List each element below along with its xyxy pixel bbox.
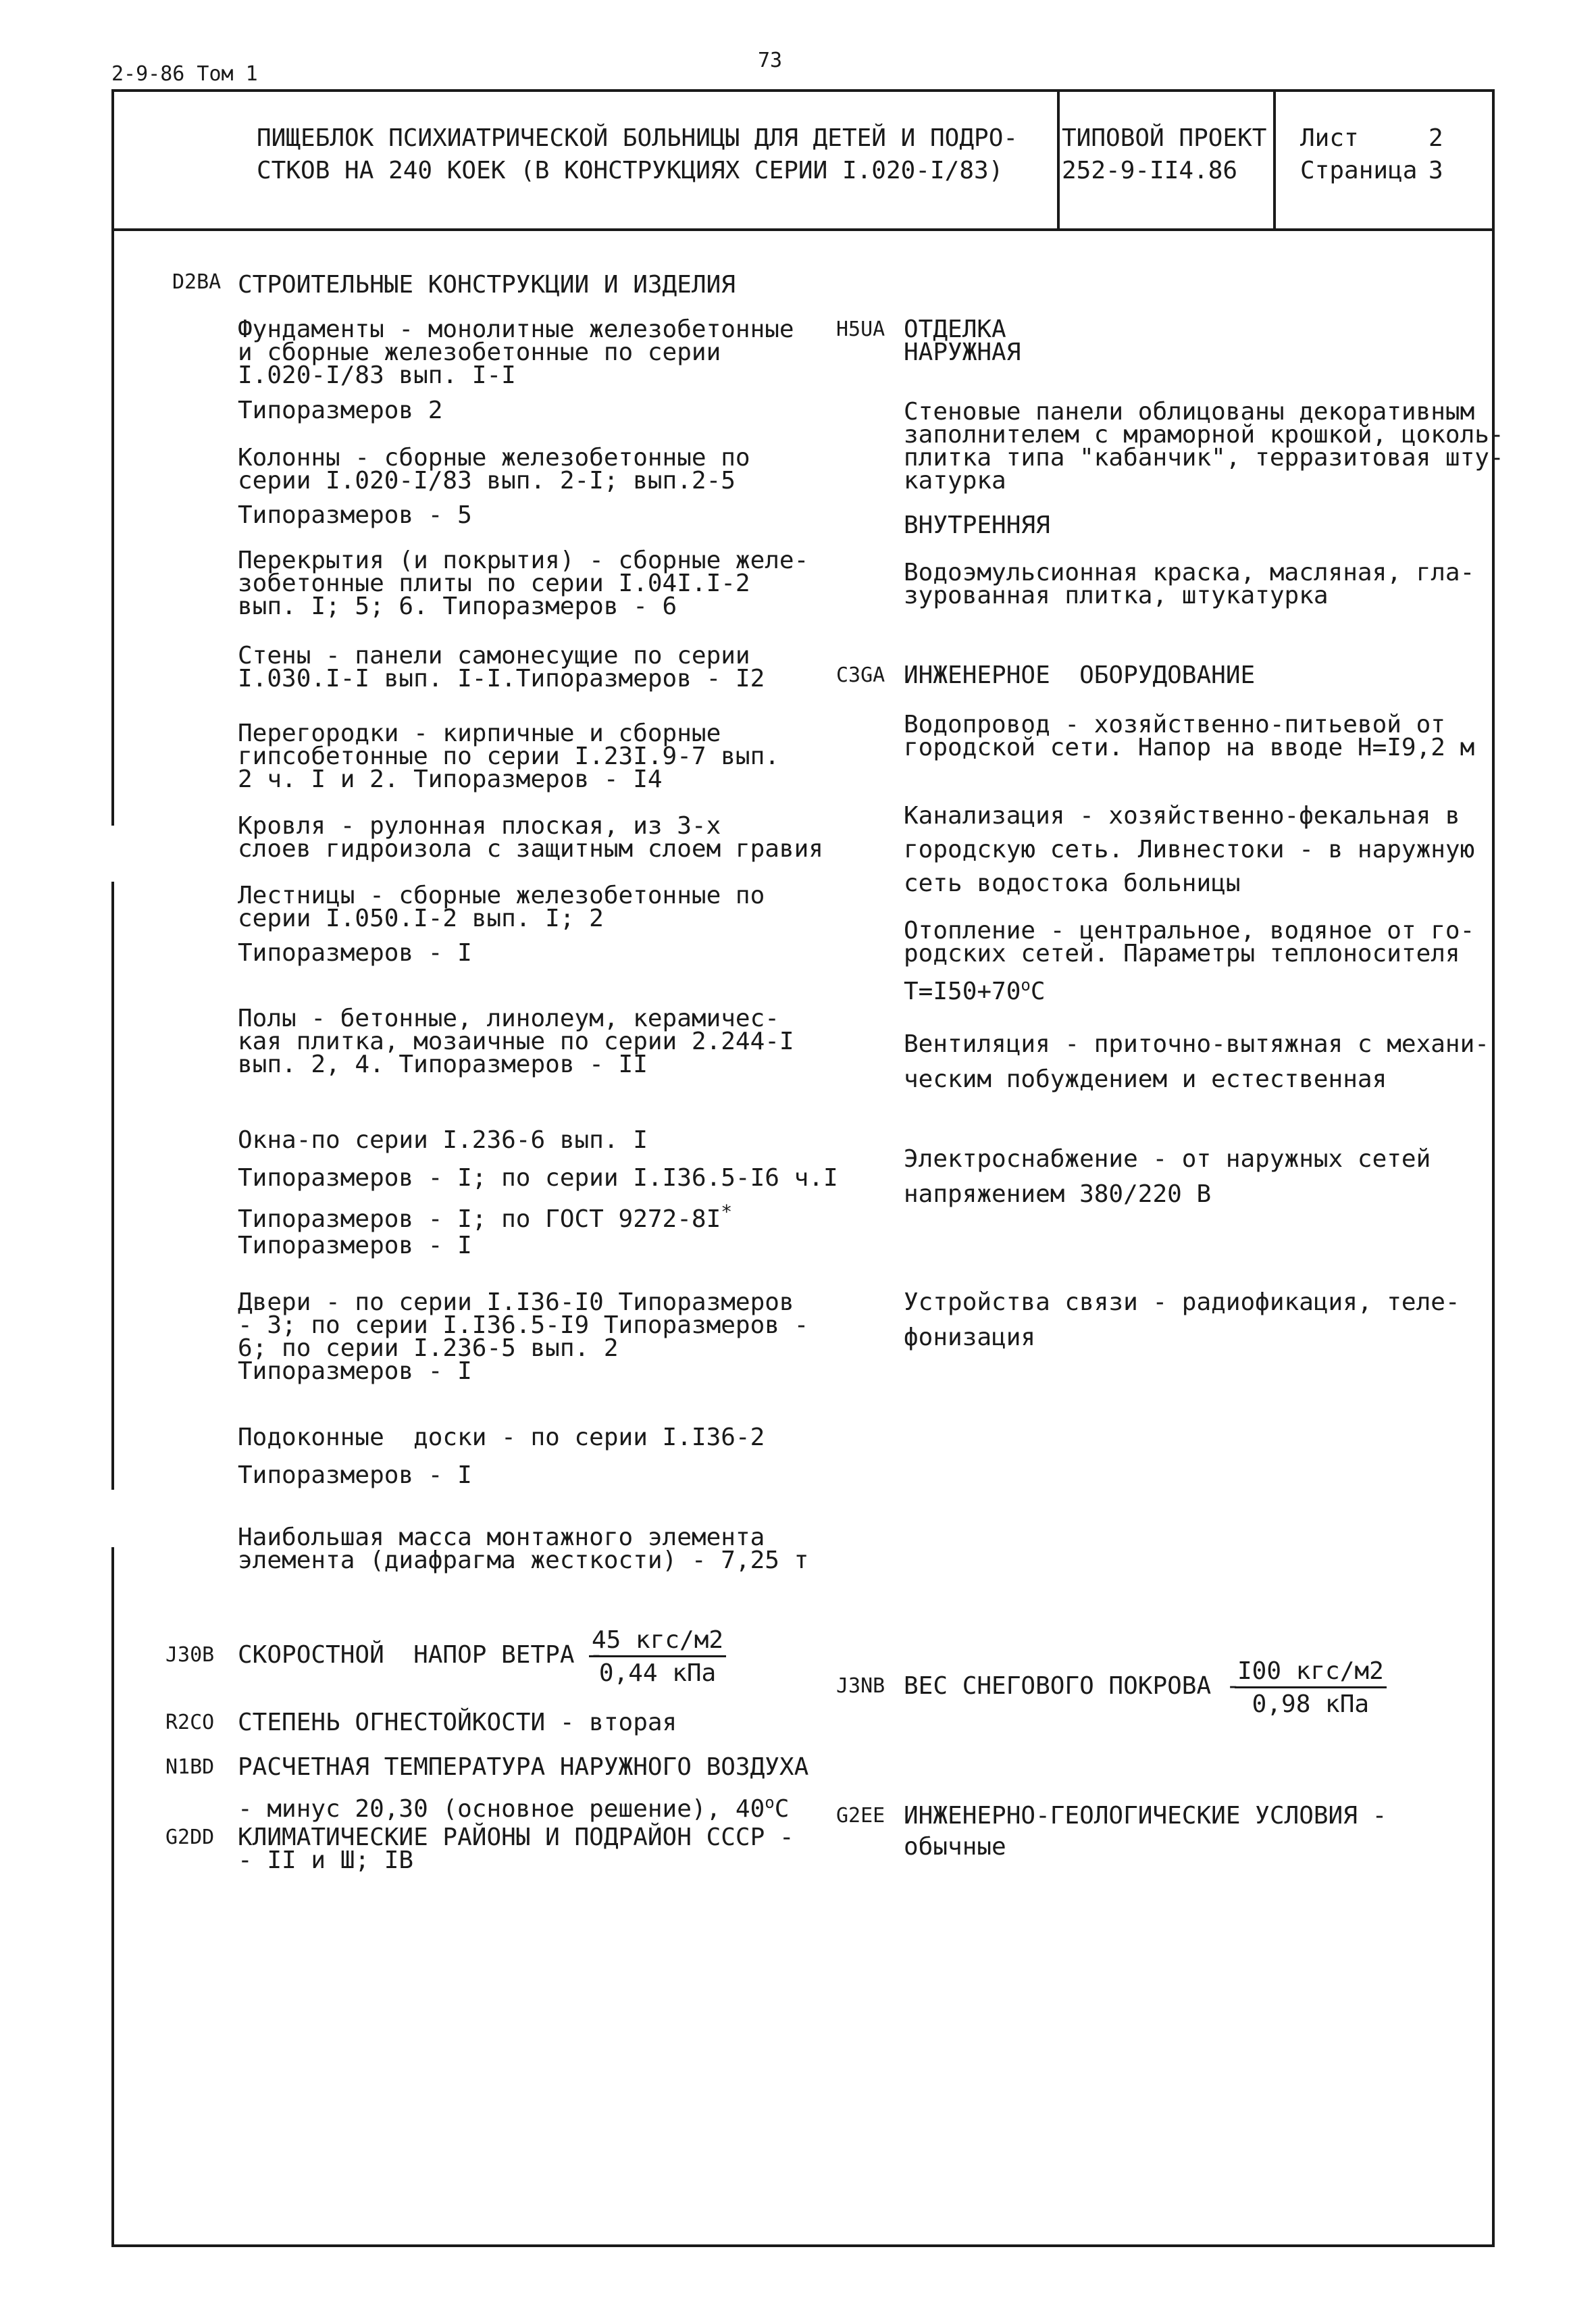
engineering-code: C3GA [836, 663, 885, 687]
document-title-line-1: ПИЩЕБЛОК ПСИХИАТРИЧЕСКОЙ БОЛЬНИЦЫ ДЛЯ ДЕТЕЙ И ПОДРО- [257, 124, 1019, 152]
windows-line-3-star: * [721, 1201, 733, 1223]
foundations-sizes: Типоразмеров 2 [238, 397, 443, 424]
finish-sub-external: НАРУЖНАЯ [904, 338, 1021, 366]
internal-line-2: зурованная плитка, штукатурка [904, 582, 1329, 609]
snow-label: ВЕС СНЕГОВОГО ПОКРОВА - [904, 1672, 1241, 1700]
slabs-line-3: вып. I; 5; 6. Типоразмеров - 6 [238, 593, 677, 620]
columns-line-1: Колонны - сборные железобетонные по [238, 444, 750, 472]
fire-code: R2CO [165, 1711, 215, 1734]
climate-value: - II и Ш; IВ [238, 1846, 414, 1874]
foundations-line-2: и сборные железобетонные по серии [238, 338, 721, 366]
frame-left-line-3 [111, 1547, 114, 2247]
frame-right-line [1492, 89, 1495, 2247]
wind-label: СКОРОСТНОЙ НАПОР ВЕТРА - [238, 1641, 604, 1669]
roof-line-2: слоев гидроизола с защитным слоем гравия [238, 835, 823, 863]
walls-line-2: I.030.I-I вып. I-I.Типоразмеров - I2 [238, 665, 765, 693]
power-line-1: Электроснабжение - от наружных сетей [904, 1145, 1431, 1173]
foundations-line-3: I.020-I/83 вып. I-I [238, 361, 516, 389]
external-line-2: заполнителем с мраморной крошкой, цоколь- [904, 421, 1504, 449]
engineering-heading: ИНЖЕНЕРНОЕ ОБОРУДОВАНИЕ [904, 661, 1256, 689]
finish-code: H5UA [836, 318, 885, 341]
geology-value: обычные [904, 1833, 1006, 1861]
heating-line-2: родских сетей. Параметры теплоносителя [904, 940, 1460, 967]
water-line-2: городской сети. Напор на вводе Н=I9,2 м [904, 734, 1475, 761]
project-type-label: ТИПОВОЙ ПРОЕКТ [1062, 124, 1267, 152]
power-line-2: напряжением 380/220 В [904, 1180, 1212, 1208]
sheet-value: 2 [1428, 124, 1443, 152]
slabs-line-1: Перекрытия (и покрытия) - сборные желе- [238, 547, 809, 574]
ventilation-line-2: ческим побуждением и естественная [904, 1065, 1387, 1093]
page-label: Страница [1300, 157, 1418, 184]
climate-label: КЛИМАТИЧЕСКИЕ РАЙОНЫ И ПОДРАЙОН СССР - [238, 1823, 794, 1851]
construction-code: D2BA [172, 270, 222, 294]
mass-line-1: Наибольшая масса монтажного элемента [238, 1524, 765, 1551]
floors-line-3: вып. 2, 4. Типоразмеров - II [238, 1051, 648, 1078]
temp-value-line [238, 1790, 789, 1821]
page-number: 73 [758, 49, 783, 72]
stairs-line-1: Лестницы - сборные железобетонные по [238, 882, 765, 909]
temp-value: - минус 20,30 (основное решение), 40 [238, 1795, 765, 1823]
stairs-line-2: серии I.050.I-2 вып. I; 2 [238, 905, 604, 932]
internal-line-1: Водоэмульсионная краска, масляная, гла- [904, 559, 1475, 586]
page-value: 3 [1428, 157, 1443, 184]
internal-heading: ВНУТРЕННЯЯ [904, 511, 1050, 539]
sills-line: Подоконные доски - по серии I.I36-2 [238, 1424, 765, 1451]
finish-heading: ОТДЕЛКА [904, 316, 1006, 343]
project-number: 252-9-II4.86 [1062, 157, 1238, 184]
heating-temp: Т=I50+70 [904, 978, 1021, 1005]
frame-left-line [111, 89, 114, 826]
doors-line-4: Типоразмеров - I [238, 1357, 472, 1385]
external-line-4: катурка [904, 467, 1006, 495]
header-divider-1 [1057, 89, 1060, 230]
floors-line-1: Полы - бетонные, линолеум, керамичес- [238, 1005, 779, 1032]
slabs-line-2: зобетонные плиты по серии I.04I.I-2 [238, 570, 750, 597]
windows-line-3 [238, 1200, 732, 1232]
wind-load-kpa: 0,44 кПа [598, 1659, 717, 1687]
snow-code: J3NB [836, 1674, 885, 1698]
ventilation-line-1: Вентиляция - приточно-вытяжная с механи- [904, 1030, 1489, 1058]
external-line-1: Стеновые панели облицованы декоративным [904, 398, 1475, 426]
water-line-1: Водопровод - хозяйственно-питьевой от [904, 711, 1445, 738]
header-bottom-line [111, 228, 1495, 231]
windows-line-1: Окна-по серии I.236-6 вып. I [238, 1126, 648, 1154]
snow-load-kgf: I00 кгс/м2 [1235, 1658, 1387, 1688]
temp-deg: о [765, 1793, 775, 1812]
heating-line-3 [904, 973, 1046, 1004]
partitions-line-2: гипсобетонные по серии I.23I.9-7 вып. [238, 743, 779, 770]
wind-load-kgf: 45 кгс/м2 [589, 1627, 726, 1657]
windows-line-2: Типоразмеров - I; по серии I.I36.5-I6 ч.I [238, 1164, 838, 1192]
heating-unit: С [1030, 978, 1046, 1005]
fire-label: СТЕПЕНЬ ОГНЕСТОЙКОСТИ - вторая [238, 1709, 677, 1736]
floors-line-2: кая плитка, мозаичные по серии 2.244-I [238, 1028, 794, 1055]
external-line-3: плитка типа "кабанчик", терразитовая шту- [904, 444, 1504, 472]
comm-line-1: Устройства связи - радиофикация, теле- [904, 1288, 1460, 1316]
doors-line-3: 6; по серии I.236-5 вып. 2 [238, 1334, 619, 1362]
frame-bottom-line [111, 2244, 1495, 2247]
doors-line-1: Двери - по серии I.I36-I0 Типоразмеров [238, 1288, 794, 1316]
frame-left-line-2 [111, 882, 114, 1490]
partitions-line-1: Перегородки - кирпичные и сборные [238, 720, 721, 747]
construction-heading: СТРОИТЕЛЬНЫЕ КОНСТРУКЦИИ И ИЗДЕЛИЯ [238, 271, 736, 299]
heating-deg: о [1021, 976, 1031, 995]
columns-sizes: Типоразмеров - 5 [238, 501, 472, 529]
volume-label: 2-9-86 Том 1 [111, 62, 258, 86]
partitions-line-3: 2 ч. I и 2. Типоразмеров - I4 [238, 765, 663, 793]
heating-line-1: Отопление - центральное, водяное от го- [904, 917, 1475, 945]
header-divider-2 [1273, 89, 1276, 230]
temp-unit: С [774, 1795, 790, 1823]
windows-line-3-text: Типоразмеров - I; по ГОСТ 9272-8I [238, 1205, 721, 1233]
temp-label: РАСЧЕТНАЯ ТЕМПЕРАТУРА НАРУЖНОГО ВОЗДУХА [238, 1753, 809, 1781]
comm-line-2: фонизация [904, 1324, 1036, 1351]
windows-line-4: Типоразмеров - I [238, 1232, 472, 1259]
sewer-line-1: Канализация - хозяйственно-фекальная в [904, 802, 1460, 830]
geology-label: ИНЖЕНЕРНО-ГЕОЛОГИЧЕСКИЕ УСЛОВИЯ - [904, 1802, 1387, 1830]
sheet-label: Лист [1300, 124, 1359, 152]
roof-line-1: Кровля - рулонная плоская, из 3-х [238, 812, 721, 840]
snow-load-fraction [1235, 1658, 1387, 1718]
mass-line-2: элемента (диафрагма жесткости) - 7,25 т [238, 1546, 809, 1574]
wind-code: J30B [165, 1643, 215, 1667]
sewer-line-3: сеть водостока больницы [904, 870, 1241, 897]
temp-code: N1BD [165, 1755, 215, 1779]
walls-line-1: Стены - панели самонесущие по серии [238, 642, 750, 670]
sewer-line-2: городскую сеть. Ливнестоки - в наружную [904, 836, 1475, 863]
sills-sizes: Типоразмеров - I [238, 1461, 472, 1489]
snow-load-kpa: 0,98 кПа [1252, 1690, 1370, 1718]
document-title-line-2: СТКОВ НА 240 КОЕК (В КОНСТРУКЦИЯХ СЕРИИ I.020-I/83) [257, 157, 1004, 184]
frame-top-line [111, 89, 1495, 92]
climate-code: G2DD [165, 1826, 215, 1849]
foundations-line-1: Фундаменты - монолитные железобетонные [238, 316, 794, 343]
wind-load-fraction [589, 1627, 726, 1687]
stairs-sizes: Типоразмеров - I [238, 939, 472, 967]
columns-line-2: серии I.020-I/83 вып. 2-I; вып.2-5 [238, 467, 736, 495]
geology-code: G2EE [836, 1804, 885, 1828]
doors-line-2: - 3; по серии I.I36.5-I9 Типоразмеров - [238, 1311, 809, 1339]
